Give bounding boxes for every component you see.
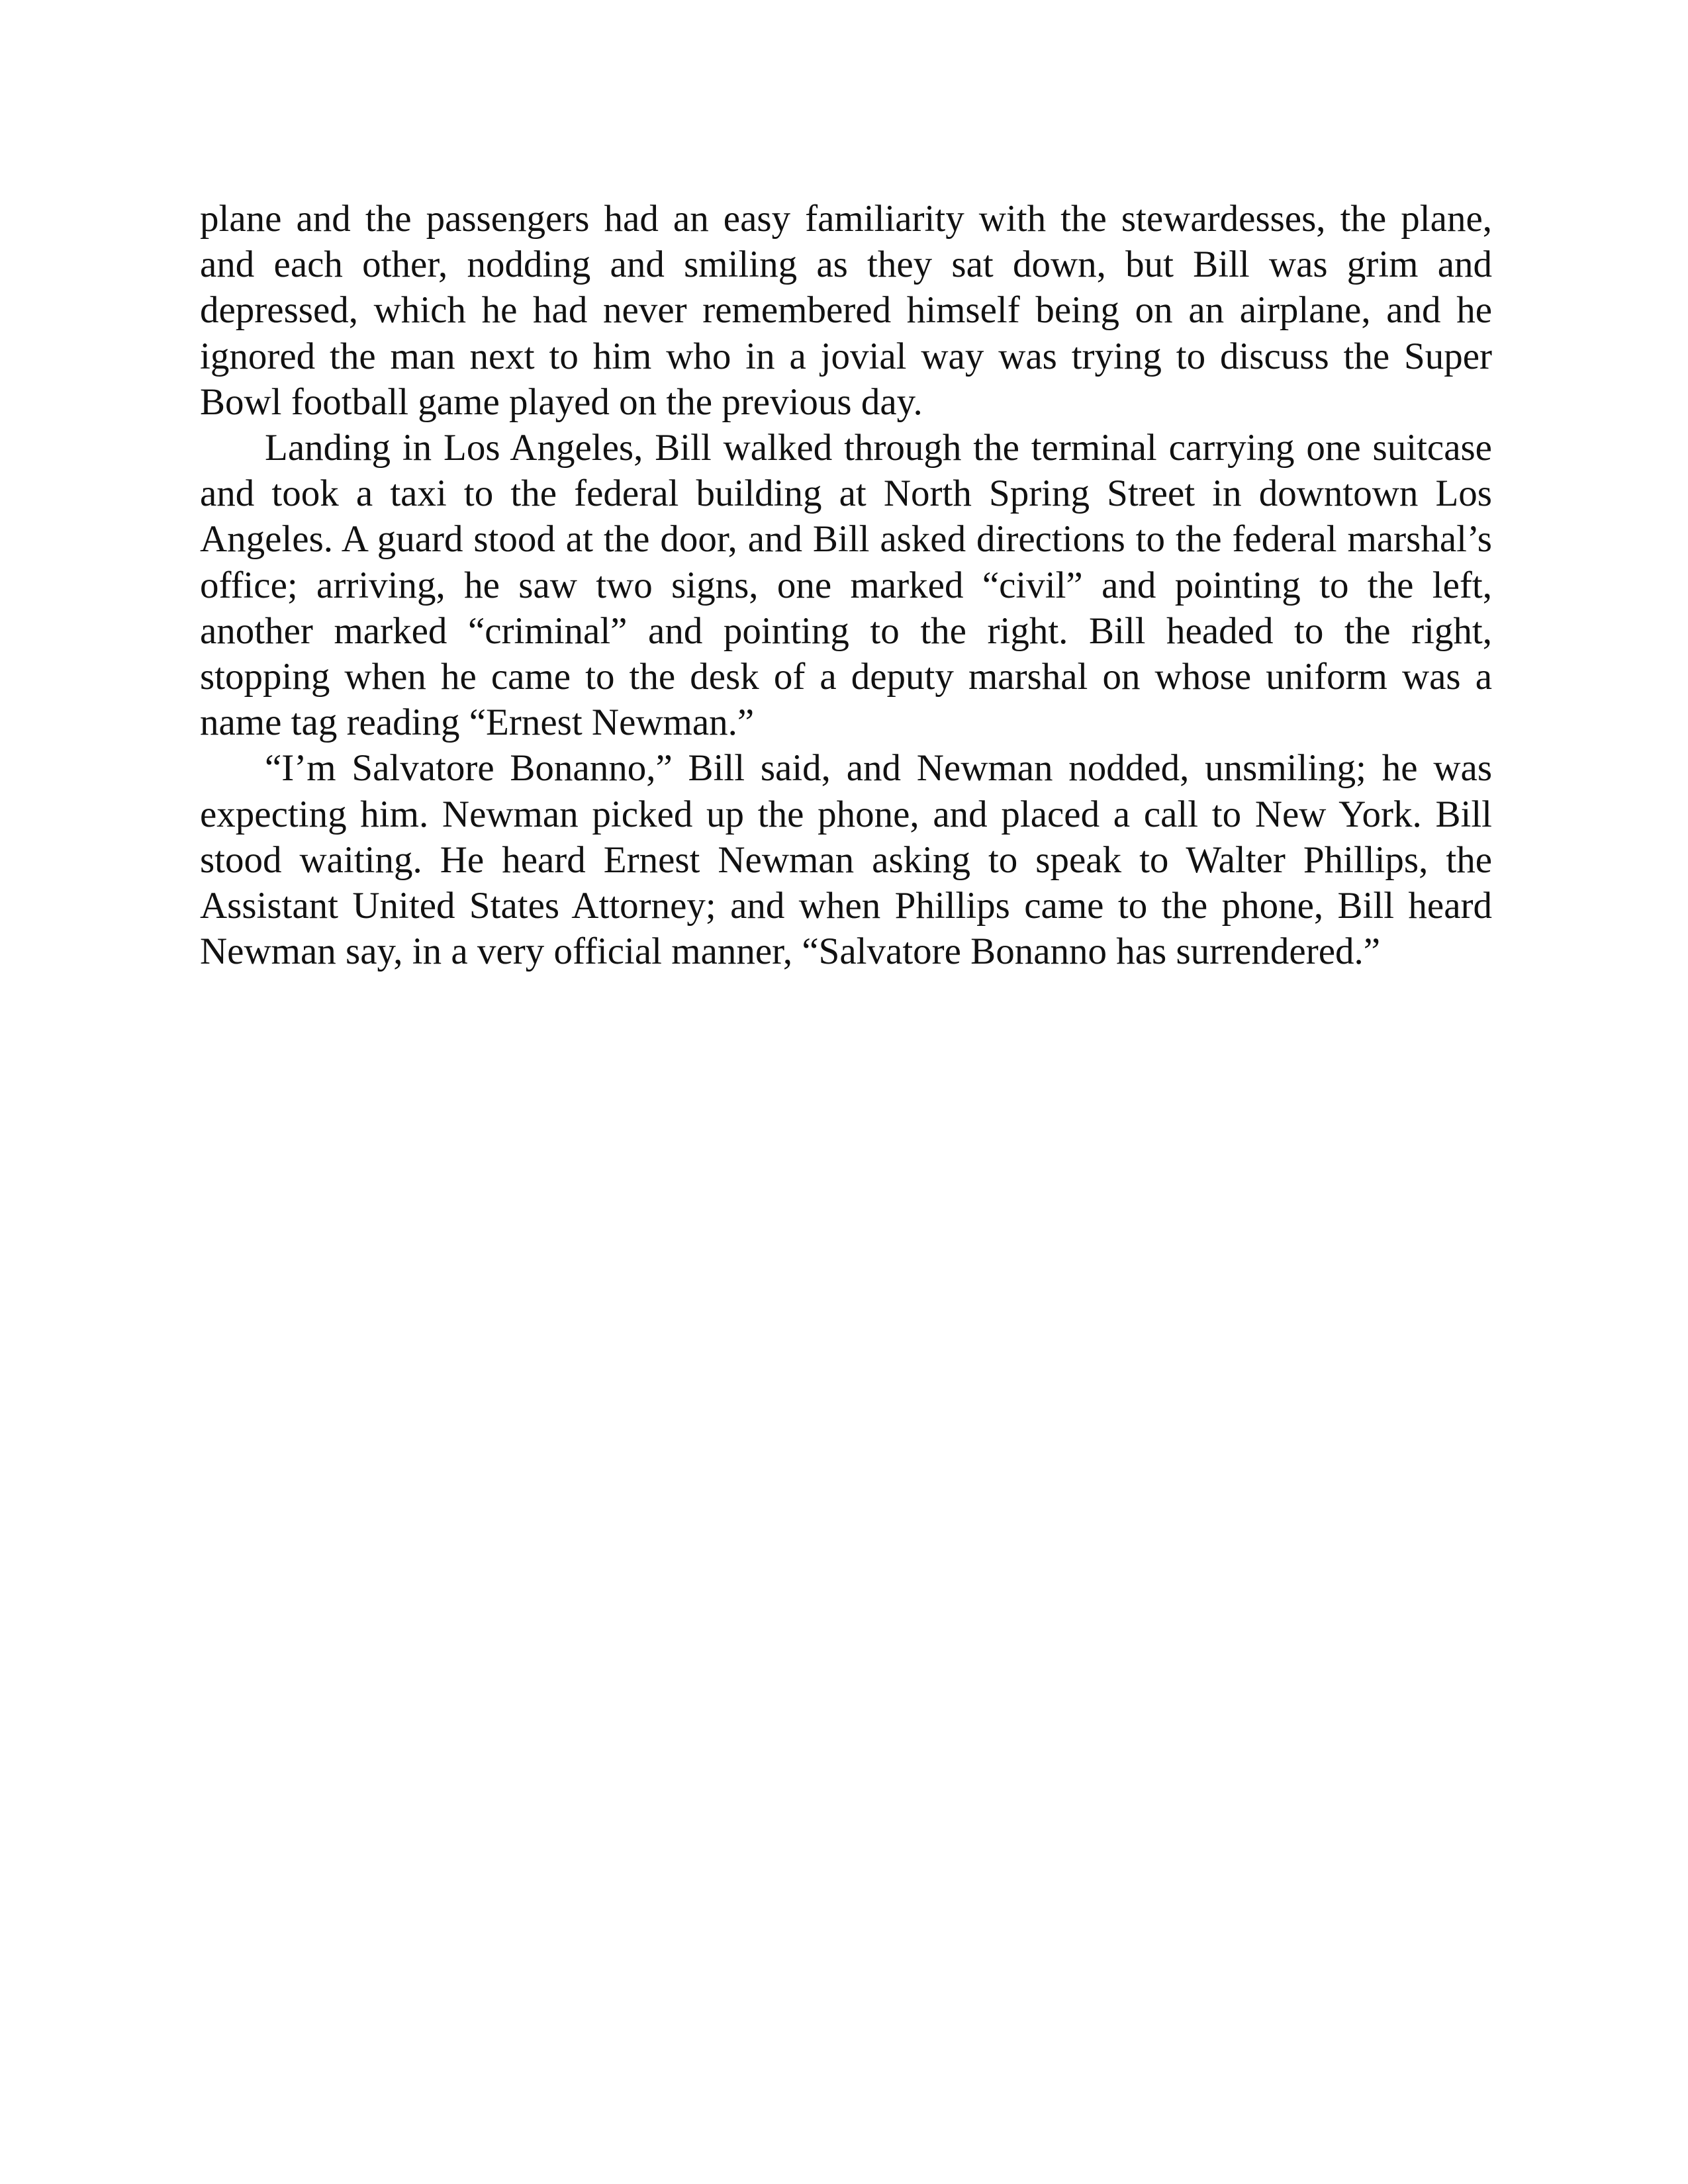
- paragraph-landing: Landing in Los Angeles, Bill walked through the terminal carrying one suitcase and took a taxi to the federal building at North Spring Street in downtown Los Angeles. A guard stood at the door, and Bill asked directions to the federal marshal’s office; arriving, he saw two signs, one marked “civil” and pointing to the left, another marked “criminal” and pointing to the right. Bill headed to the right, stopping when he came to the desk of a deputy marshal on whose uniform was a name tag reading “Ernest Newman.”: [200, 427, 1492, 744]
- body-text: [200, 196, 1492, 974]
- paragraph-continued: plane and the passengers had an easy familiarity with the stewardesses, the plane, and each other, nodding and smiling as they sat down, but Bill was grim and depressed, which he had never remembered himself being on an airplane, and he ignored the man next to him who in a jovial way was trying to discuss the Super Bowl football game played on the previous day.: [200, 198, 1492, 423]
- paragraph-surrender: “I’m Salvatore Bonanno,” Bill said, and Newman nodded, unsmiling; he was expecting him. Newman picked up the phone, and placed a call to New York. Bill stood waiting. He heard Ernest Newman asking to speak to Walter Phillips, the Assistant United States Attorney; and when Phillips came to the phone, Bill heard Newman say, in a very official manner, “Salvatore Bonanno has surrendered.”: [200, 747, 1492, 973]
